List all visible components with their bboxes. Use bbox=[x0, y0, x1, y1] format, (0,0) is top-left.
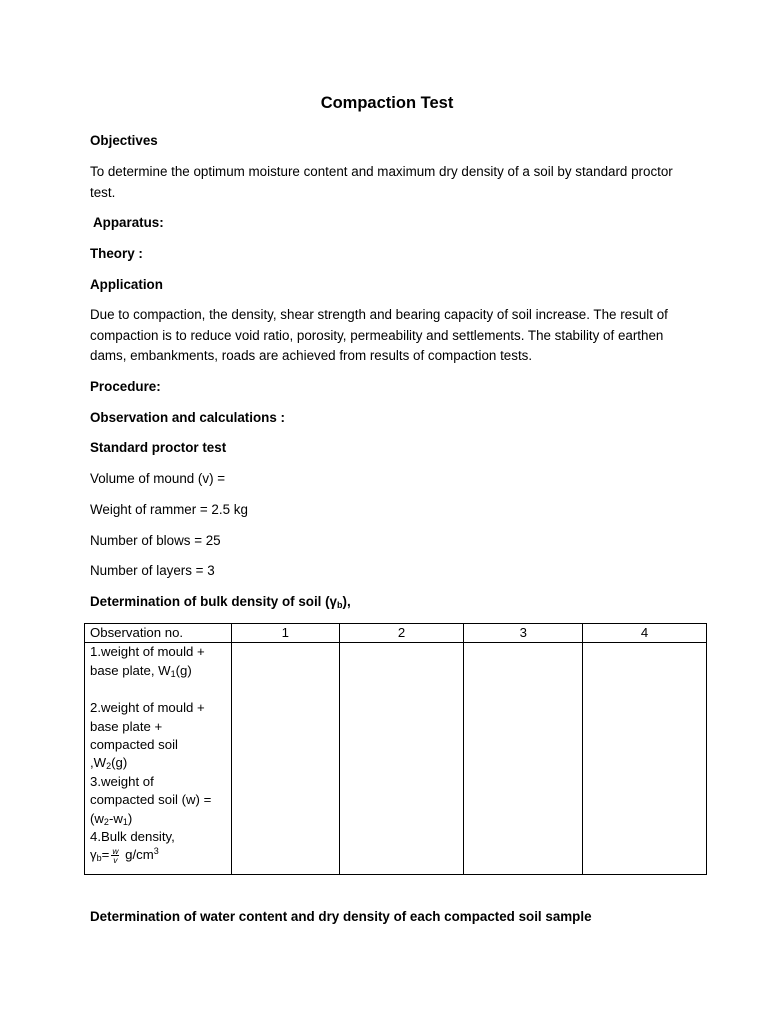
bulk-density-heading: Determination of bulk density of soil $(\gamma_b)$, bbox=[90, 594, 351, 610]
row1-label-a: 1.weight of mould + bbox=[90, 644, 205, 660]
table-header-cell: 3 bbox=[464, 624, 583, 643]
blows-line: Number of blows = 25 bbox=[90, 533, 221, 548]
table-row bbox=[85, 643, 707, 875]
page-title: Compaction Test bbox=[320, 94, 454, 112]
row1-label-b: base plate, $W_1(g)$ bbox=[90, 662, 192, 679]
rammer-weight-line: Weight of rammer = 2.5 kg bbox=[90, 502, 248, 517]
objectives-heading: Objectives bbox=[90, 133, 158, 148]
objectives-text: To determine the optimum moisture content and maximum dry density of a soil by standard proctor test. bbox=[90, 164, 673, 200]
observation-labels-cell bbox=[85, 643, 232, 875]
volume-line: Volume of mound (v) = bbox=[90, 471, 226, 486]
application-heading: Application bbox=[90, 277, 163, 292]
water-content-heading: Determination of water content and dry density of each compacted soil sample bbox=[90, 909, 592, 924]
observation-2-cell[interactable] bbox=[339, 643, 464, 875]
observation-4-cell[interactable] bbox=[583, 643, 707, 875]
table-header-cell: 4 bbox=[583, 624, 707, 643]
observation-heading: Observation and calculations : bbox=[90, 410, 285, 425]
table-header-cell: 1 bbox=[231, 624, 339, 643]
procedure-heading: Procedure: bbox=[90, 379, 161, 394]
theory-heading: Theory : bbox=[90, 246, 143, 261]
row2-label-d: $,W_2(g)$ bbox=[90, 755, 128, 772]
observation-1-cell[interactable] bbox=[231, 643, 339, 875]
table-header-cell: 2 bbox=[339, 624, 464, 643]
standard-proctor-heading: Standard proctor test bbox=[90, 440, 227, 455]
bulk-density-table bbox=[84, 623, 707, 875]
row2-label-c: compacted soil bbox=[90, 737, 178, 753]
table-header-row bbox=[85, 624, 707, 643]
row3-label-a: 3.weight of bbox=[90, 773, 154, 789]
row3-label-b: compacted soil (w) = bbox=[90, 792, 212, 808]
row3-label-c: $(w_2-w_1)$ bbox=[90, 810, 133, 827]
observation-3-cell[interactable] bbox=[464, 643, 583, 875]
row4-label-b: $\gamma_b=$ $\frac{w}{v}$ $g/cm^3$ bbox=[90, 846, 159, 866]
apparatus-heading: Apparatus: bbox=[93, 215, 164, 230]
row4-label-a: 4.Bulk density, bbox=[90, 829, 175, 845]
row2-label-b: base plate + bbox=[90, 718, 163, 734]
table-header-cell: Observation no. bbox=[85, 624, 232, 643]
bulk-density-fraction: $\frac{w}{v}$ bbox=[112, 846, 119, 866]
layers-line: Number of layers = 3 bbox=[90, 563, 215, 578]
row2-label-a: 2.weight of mould + bbox=[90, 700, 205, 716]
application-text: Due to compaction, the density, shear strength and bearing capacity of soil increase. The result of compaction is to reduce void ratio, porosity, permeability and settlements. The stability of earthen dams, embankments, roads are achieved from results of compaction tests. bbox=[90, 307, 668, 363]
